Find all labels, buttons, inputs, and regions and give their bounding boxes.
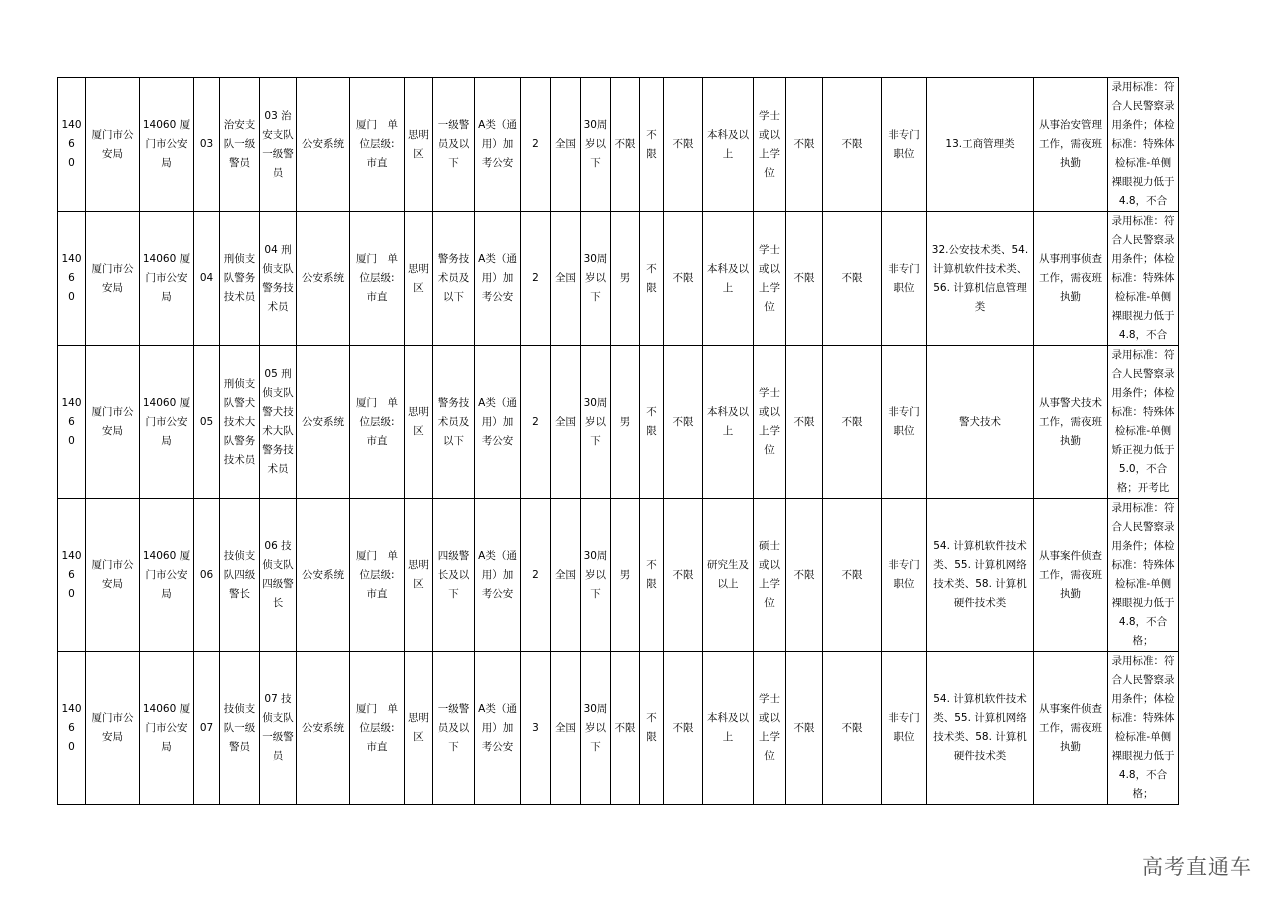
table-cell: 不限 bbox=[611, 78, 640, 212]
table-cell: 厦门市公 安局 bbox=[86, 652, 140, 805]
table-cell: 厦门 单 位层级: 市直 bbox=[350, 652, 405, 805]
table-cell: 54. 计算机软件技术 类、55. 计算机网络 技术类、58. 计算机 硬件技术类 bbox=[927, 499, 1034, 652]
table-row bbox=[58, 212, 1179, 346]
table-row bbox=[58, 499, 1179, 652]
table-cell: 厦门 单 位层级: 市直 bbox=[350, 499, 405, 652]
table-cell: 本科及以 上 bbox=[703, 346, 754, 499]
table-cell: 一级警 员及以 下 bbox=[433, 652, 475, 805]
table-cell: 从事案件侦查 工作，需夜班 执勤 bbox=[1034, 499, 1108, 652]
table-cell: 06 技 侦支队 四级警 长 bbox=[260, 499, 297, 652]
table-cell: 刑侦支 队警务 技术员 bbox=[220, 212, 260, 346]
table-cell: 不 限 bbox=[640, 346, 664, 499]
table-cell: 不限 bbox=[823, 78, 882, 212]
table-cell: 技侦支 队四级 警长 bbox=[220, 499, 260, 652]
table-cell: 全国 bbox=[551, 212, 581, 346]
table-cell: 14060 厦 门市公安 局 bbox=[140, 346, 194, 499]
table-cell: 30周 岁以 下 bbox=[581, 346, 611, 499]
table-cell: 男 bbox=[611, 346, 640, 499]
table-cell: 不限 bbox=[786, 652, 823, 805]
table-cell: 1406 0 bbox=[58, 346, 86, 499]
table-cell: 录用标准：符 合人民警察录 用条件；体检 标准：特殊体 检标准-单侧 裸眼视力低于 4.8，不合 bbox=[1108, 212, 1179, 346]
table-cell: 非专门 职位 bbox=[882, 212, 927, 346]
table-cell: 不限 bbox=[664, 78, 703, 212]
table-cell: 录用标准：符 合人民警察录 用条件；体检 标准：特殊体 检标准-单侧 矫正视力低于 5.0，不合 格；开考比 bbox=[1108, 346, 1179, 499]
table-cell: 04 刑 侦支队 警务技 术员 bbox=[260, 212, 297, 346]
table-cell: 非专门 职位 bbox=[882, 499, 927, 652]
table-cell: 不限 bbox=[823, 346, 882, 499]
table-row bbox=[58, 652, 1179, 805]
table-cell: 3 bbox=[521, 652, 551, 805]
table-cell: 1406 0 bbox=[58, 499, 86, 652]
table-cell: A类（通 用）加 考公安 bbox=[475, 499, 521, 652]
table-cell: 14060 厦 门市公安 局 bbox=[140, 212, 194, 346]
table-cell: 1406 0 bbox=[58, 78, 86, 212]
watermark: 高考直通车 bbox=[1142, 855, 1252, 879]
table-cell: 治安支 队一级 警员 bbox=[220, 78, 260, 212]
table-cell: 13.工商管理类 bbox=[927, 78, 1034, 212]
table-cell: 思明 区 bbox=[405, 212, 433, 346]
table-cell: 男 bbox=[611, 212, 640, 346]
table-cell: 不限 bbox=[823, 652, 882, 805]
table-cell: A类（通 用）加 考公安 bbox=[475, 78, 521, 212]
table-cell: 学士 或以 上学 位 bbox=[754, 346, 786, 499]
table-cell: 04 bbox=[194, 212, 220, 346]
table-row bbox=[58, 346, 1179, 499]
table-cell: 07 bbox=[194, 652, 220, 805]
table-cell: 07 技 侦支队 一级警 员 bbox=[260, 652, 297, 805]
table-cell: 不 限 bbox=[640, 78, 664, 212]
table-cell: 14060 厦 门市公安 局 bbox=[140, 499, 194, 652]
table-cell: 思明 区 bbox=[405, 78, 433, 212]
table-cell: 公安系统 bbox=[297, 499, 350, 652]
table-cell: 不限 bbox=[786, 212, 823, 346]
table-cell: 厦门 单 位层级: 市直 bbox=[350, 212, 405, 346]
table-cell: 从事警犬技术 工作，需夜班 执勤 bbox=[1034, 346, 1108, 499]
table-cell: 不限 bbox=[611, 652, 640, 805]
table-cell: 录用标准：符 合人民警察录 用条件；体检 标准：特殊体 检标准-单侧 裸眼视力低于 4.8，不合 格； bbox=[1108, 499, 1179, 652]
table-cell: 思明 区 bbox=[405, 346, 433, 499]
table-cell: A类（通 用）加 考公安 bbox=[475, 346, 521, 499]
table-cell: 录用标准：符 合人民警察录 用条件；体检 标准：特殊体 检标准-单侧 裸眼视力低于 4.8，不合 bbox=[1108, 78, 1179, 212]
table-cell: 警务技 术员及 以下 bbox=[433, 346, 475, 499]
table-cell: 06 bbox=[194, 499, 220, 652]
table-cell: 非专门 职位 bbox=[882, 346, 927, 499]
table-cell: 不限 bbox=[786, 78, 823, 212]
table-cell: 全国 bbox=[551, 346, 581, 499]
table-cell: 不限 bbox=[786, 499, 823, 652]
table-cell: 05 刑 侦支队 警犬技 术大队 警务技 术员 bbox=[260, 346, 297, 499]
table-cell: 厦门 单 位层级: 市直 bbox=[350, 346, 405, 499]
table-cell: 男 bbox=[611, 499, 640, 652]
table-cell: 录用标准：符 合人民警察录 用条件；体检 标准：特殊体 检标准-单侧 裸眼视力低于 4.8，不合 格； bbox=[1108, 652, 1179, 805]
table-cell: 不 限 bbox=[640, 212, 664, 346]
table-cell: 14060 厦 门市公安 局 bbox=[140, 78, 194, 212]
table-cell: 公安系统 bbox=[297, 78, 350, 212]
table-cell: 2 bbox=[521, 78, 551, 212]
table-cell: 本科及以 上 bbox=[703, 652, 754, 805]
table-cell: 1406 0 bbox=[58, 652, 86, 805]
table-cell: 厦门市公 安局 bbox=[86, 212, 140, 346]
table-cell: 从事治安管理 工作，需夜班 执勤 bbox=[1034, 78, 1108, 212]
table-cell: 全国 bbox=[551, 499, 581, 652]
table-cell: 不 限 bbox=[640, 652, 664, 805]
table-cell: 四级警 长及以 下 bbox=[433, 499, 475, 652]
table-cell: 不限 bbox=[664, 346, 703, 499]
table-cell: A类（通 用）加 考公安 bbox=[475, 212, 521, 346]
table-row bbox=[58, 78, 1179, 212]
table-cell: 不 限 bbox=[640, 499, 664, 652]
table-cell: 本科及以 上 bbox=[703, 212, 754, 346]
table-cell: 全国 bbox=[551, 78, 581, 212]
table-cell: 1406 0 bbox=[58, 212, 86, 346]
table-cell: 公安系统 bbox=[297, 212, 350, 346]
table-cell: 技侦支 队一级 警员 bbox=[220, 652, 260, 805]
table-cell: 不限 bbox=[786, 346, 823, 499]
table-cell: 公安系统 bbox=[297, 346, 350, 499]
table-cell: 03 治 安支队 一级警 员 bbox=[260, 78, 297, 212]
table-cell: 不限 bbox=[664, 499, 703, 652]
table-cell: 厦门 单 位层级: 市直 bbox=[350, 78, 405, 212]
table-body bbox=[58, 78, 1179, 805]
table-cell: 从事案件侦查 工作，需夜班 执勤 bbox=[1034, 652, 1108, 805]
table-cell: 全国 bbox=[551, 652, 581, 805]
job-table bbox=[57, 77, 1179, 805]
table-cell: 03 bbox=[194, 78, 220, 212]
table-cell: 学士 或以 上学 位 bbox=[754, 212, 786, 346]
table-cell: 30周 岁以 下 bbox=[581, 652, 611, 805]
table-cell: 硕士 或以 上学 位 bbox=[754, 499, 786, 652]
table-cell: 05 bbox=[194, 346, 220, 499]
table-cell: 14060 厦 门市公安 局 bbox=[140, 652, 194, 805]
table-cell: 54. 计算机软件技术 类、55. 计算机网络 技术类、58. 计算机 硬件技术类 bbox=[927, 652, 1034, 805]
table-cell: 不限 bbox=[823, 499, 882, 652]
table-cell: 不限 bbox=[664, 652, 703, 805]
table-cell: 思明 区 bbox=[405, 652, 433, 805]
table-cell: 研究生及 以上 bbox=[703, 499, 754, 652]
table-cell: 2 bbox=[521, 499, 551, 652]
table-cell: 一级警 员及以 下 bbox=[433, 78, 475, 212]
table-cell: 非专门 职位 bbox=[882, 78, 927, 212]
table-cell: 30周 岁以 下 bbox=[581, 212, 611, 346]
table-cell: 学士 或以 上学 位 bbox=[754, 78, 786, 212]
table-cell: 厦门市公 安局 bbox=[86, 78, 140, 212]
table-cell: 2 bbox=[521, 346, 551, 499]
table-cell: 刑侦支 队警犬 技术大 队警务 技术员 bbox=[220, 346, 260, 499]
table-cell: 从事刑事侦查 工作，需夜班 执勤 bbox=[1034, 212, 1108, 346]
table-cell: 32.公安技术类、54. 计算机软件技术类、 56. 计算机信息管理 类 bbox=[927, 212, 1034, 346]
table-cell: 非专门 职位 bbox=[882, 652, 927, 805]
table-cell: 不限 bbox=[823, 212, 882, 346]
table-cell: 30周 岁以 下 bbox=[581, 499, 611, 652]
table-cell: 本科及以 上 bbox=[703, 78, 754, 212]
table-cell: 厦门市公 安局 bbox=[86, 346, 140, 499]
table-cell: 警犬技术 bbox=[927, 346, 1034, 499]
table-cell: 不限 bbox=[664, 212, 703, 346]
table-cell: 30周 岁以 下 bbox=[581, 78, 611, 212]
table-cell: 2 bbox=[521, 212, 551, 346]
table-cell: A类（通 用）加 考公安 bbox=[475, 652, 521, 805]
table-cell: 厦门市公 安局 bbox=[86, 499, 140, 652]
table-cell: 公安系统 bbox=[297, 652, 350, 805]
table-cell: 学士 或以 上学 位 bbox=[754, 652, 786, 805]
table-cell: 思明 区 bbox=[405, 499, 433, 652]
table-cell: 警务技 术员及 以下 bbox=[433, 212, 475, 346]
